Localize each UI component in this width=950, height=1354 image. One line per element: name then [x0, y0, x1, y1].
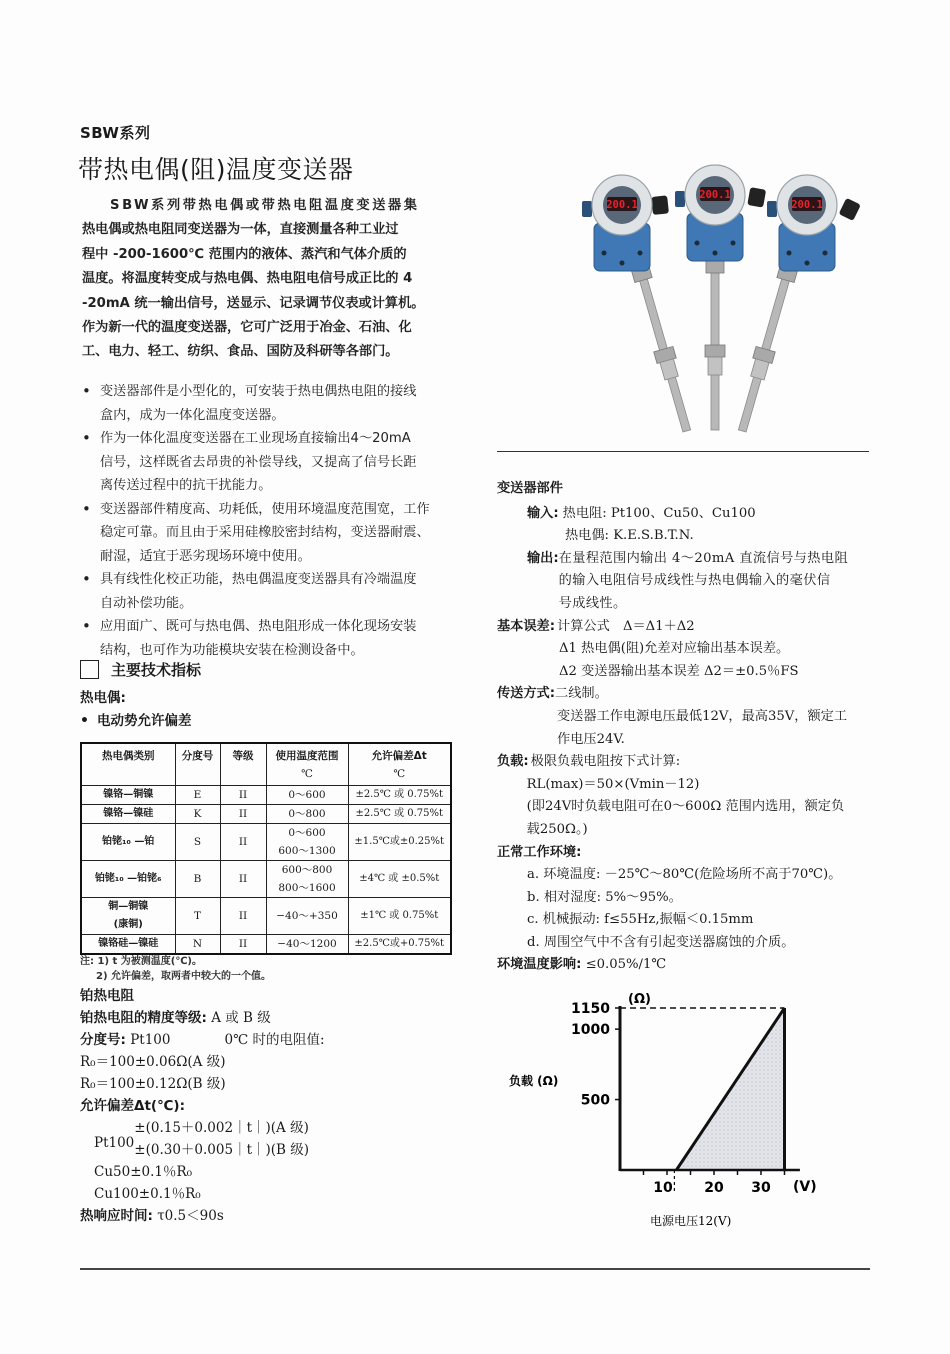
column-header-line: 分度号 [181, 749, 214, 762]
tolerance-label: 允许偏差Δt(℃): [80, 1098, 185, 1114]
text-line: 变送器工作电源电压最低12V，最高35V，额定工 [557, 708, 848, 724]
text-line: 载250Ω。) [526, 821, 588, 837]
x-tick-label: 30 [751, 1180, 771, 1196]
env-label: 正常工作环境: [497, 844, 582, 860]
emf-label-text: 电动势允许偏差 [96, 713, 192, 729]
ambient-label: 环境温度影响: [497, 957, 582, 973]
intro-paragraph [82, 194, 462, 365]
intro-line: 作为新一代的温度变送器，它可广泛用于冶金、石油、化 [82, 320, 412, 336]
column-header [81, 743, 175, 786]
cell-range [266, 861, 348, 898]
load-chart-svg [495, 985, 835, 1235]
cell-tolerance: ±1.5℃或±0.25%t [348, 824, 451, 861]
intro-line: SBW系列带热电偶或带热电阻温度变送器集 [110, 198, 420, 213]
text-line: a. 环境温度: －25℃～80℃(危险场所不高于70℃)。 [527, 867, 842, 883]
feature-item [80, 568, 460, 615]
cell-range-line: 0～800 [288, 808, 326, 820]
cell-tolerance: ±1℃ 或 0.75%t [348, 898, 451, 935]
cell-type [81, 786, 175, 805]
transmitter-heading: 变送器部件 [497, 481, 563, 496]
cell-grade: II [220, 935, 266, 955]
text-line: b. 相对湿度: 5%～95%。 [527, 889, 682, 905]
grade-value: A 或 B 级 [211, 1010, 271, 1026]
r0-b: R₀＝100±0.12Ω(B 级) [80, 1076, 226, 1092]
cell-code: K [175, 805, 220, 824]
feature-item [80, 615, 460, 662]
output-text [559, 548, 848, 616]
table-row [81, 861, 451, 898]
input-label: 输入: [527, 505, 559, 521]
feature-line: 自动补偿功能。 [100, 595, 193, 611]
response-label: 热响应时间: [80, 1208, 153, 1224]
y-tick-label: 1150 [571, 1001, 610, 1017]
feature-list [80, 380, 460, 662]
code-value: Pt100 [130, 1032, 171, 1048]
checkbox-square-icon [80, 660, 99, 679]
x-tick-label: 10 [653, 1180, 673, 1196]
text-line: (即24V时负载电阻可在0～600Ω 范围内选用，额定负 [526, 799, 845, 815]
table-row [81, 898, 451, 935]
code-label: 分度号: [80, 1032, 126, 1048]
cell-range-line: 0～600 [288, 789, 326, 801]
emf-label [80, 709, 191, 729]
display-reading: 200.1 [606, 199, 638, 211]
cell-grade: II [220, 898, 266, 935]
intro-line: 热电偶或热电阻同变送器为一体，直接测量各种工业过 [82, 222, 399, 238]
intro-line: 工、电力、轻工、纺织、食品、国防及科研等各部门。 [82, 344, 399, 360]
cell-code: E [175, 786, 220, 805]
cell-type-line: 镍铬—镍硅 [103, 808, 154, 819]
text-line: 二线制。 [555, 686, 608, 702]
cu50-tolerance: Cu50±0.1％R₀ [94, 1164, 193, 1180]
text-line: 号成线性。 [558, 595, 627, 611]
pt100-label: Pt100 [94, 1135, 135, 1151]
input-rtd: 热电阻: Pt100、Cu50、Cu100 [562, 505, 756, 521]
cell-type-line: 镍铬硅—镍硅 [98, 938, 159, 949]
y-tick-label: 1000 [571, 1022, 610, 1039]
feature-line: • 应用面广、既可与热电偶、热电阻形成一体化现场安装 [100, 619, 417, 634]
specs-heading-text: 主要技术指标 [111, 661, 202, 679]
footer-rule [80, 1268, 870, 1270]
transmission-label: 传送方式: [497, 686, 556, 702]
text-line: 的输入电阻信号成线性与热电偶输入的毫伏信 [558, 573, 831, 589]
cell-type-line: 镍铬—铜镍 [103, 789, 154, 800]
input-tc: 热电偶: K.E.S.B.T.N. [565, 528, 694, 544]
feature-item [80, 427, 460, 498]
intro-line: 程中 -200-1600℃ 范围内的液体、蒸汽和气体介质的 [82, 246, 407, 262]
y-axis-label: 负载 (Ω) [509, 1074, 559, 1088]
column-header-line: 等级 [232, 749, 254, 762]
r0-label: 0℃ 时的电阻值: [224, 1032, 325, 1048]
column-header-line: 使用温度范围 [275, 749, 339, 762]
text-line: 在量程范围内输出 4～20mA 直流信号与热电阻 [558, 550, 849, 566]
output-label: 输出: [527, 550, 559, 566]
x-tick-label: 20 [704, 1180, 724, 1196]
platinum-section [80, 985, 430, 1227]
transmitter-unit [582, 175, 696, 434]
text-line: Δ1 热电偶(阻)允差对应输出基本误差。 [559, 641, 790, 657]
cell-range-line: 600～1300 [278, 845, 336, 857]
platinum-heading: 铂热电阻 [80, 988, 134, 1004]
cell-type-line: 铜—铜镍 [108, 901, 149, 912]
intro-line: -20mA 统一输出信号，送显示、记录调节仪表或计算机。 [82, 295, 425, 311]
series-label: SBW系列 [80, 124, 151, 142]
load-label: 负载: [497, 754, 529, 770]
cell-range-line: −40～1200 [277, 938, 337, 950]
feature-item [80, 498, 460, 569]
probe [705, 255, 725, 430]
cell-type [81, 898, 175, 935]
feature-line: • 作为一体化温度变送器在工业现场直接输出4～20mA [100, 431, 411, 446]
product-photo [570, 150, 860, 440]
feature-line: • 变送器部件精度高、功耗低，使用环境温度范围宽，工作 [100, 501, 430, 517]
cell-range-line: 0～600 [288, 827, 326, 839]
y-axis-unit: (Ω) [628, 992, 651, 1007]
load-chart [495, 985, 835, 1235]
spacer [176, 765, 220, 783]
transmission-text [555, 683, 847, 751]
cell-grade: II [220, 861, 266, 898]
cell-range-line: −40～+350 [276, 910, 338, 922]
text-line: 极限负载电阻按下式计算: [530, 754, 681, 770]
pt100-b: ±(0.30＋0.005｜t｜)(B 级) [134, 1142, 310, 1158]
column-header-line: ℃ [393, 767, 406, 780]
thermocouple-label: 热电偶: [80, 690, 126, 706]
cell-grade: II [220, 824, 266, 861]
cell-range [266, 824, 348, 861]
pt100-a: ±(0.15＋0.002｜t｜)(A 级) [134, 1120, 309, 1136]
cell-type-line: 铂铑₁₀ —铂 [102, 836, 155, 847]
column-header-line: 热电偶类别 [102, 749, 155, 762]
spacer [82, 765, 175, 783]
transmitter-unit [733, 175, 860, 434]
feature-line: 盒内，成为一体化温度变送器。 [100, 407, 285, 423]
load-text [526, 751, 845, 841]
transmitter-specs [497, 478, 877, 977]
feature-item [80, 380, 460, 427]
error-label: 基本误差: [497, 618, 556, 634]
cell-code: T [175, 898, 220, 935]
text-line: c. 机械振动: f≤55Hz,振幅＜0.15mm [527, 912, 754, 928]
cell-tolerance: ±2.5℃ 或 0.75%t [348, 805, 451, 824]
table-row [81, 786, 451, 805]
column-header-line: ℃ [301, 767, 313, 780]
intro-line: 温度。将温度转变成与热电偶、热电阻电信号成正比的 4 [82, 271, 413, 287]
note-1: 注: 1) t 为被测温度(℃)。 [80, 956, 203, 967]
feature-line: 稳定可靠。而且由于采用硅橡胶密封结构，变送器耐震、 [100, 525, 430, 540]
cell-code: B [175, 861, 220, 898]
table-row [81, 805, 451, 824]
cell-range [266, 935, 348, 955]
cell-type [81, 935, 175, 955]
column-header [266, 743, 348, 786]
column-header [348, 743, 451, 786]
cell-type [81, 805, 175, 824]
cell-tolerance: ±2.5℃或+0.75%t [348, 935, 451, 955]
cell-type [81, 824, 175, 861]
cell-range [266, 898, 348, 935]
display-reading: 200.1 [699, 189, 731, 201]
response-value: τ0.5＜90s [157, 1208, 224, 1224]
probe [733, 260, 800, 434]
column-header [175, 743, 220, 786]
column-header-line: 允许偏差Δt [371, 749, 427, 762]
cell-tolerance: ±4℃ 或 ±0.5%t [348, 861, 451, 898]
pt100-tolerance [80, 1117, 430, 1161]
text-line: 计算公式 Δ＝Δ1＋Δ2 [557, 618, 695, 634]
column-header [220, 743, 266, 786]
cell-type-line: (康铜) [113, 919, 143, 930]
grade-label: 铂热电阻的精度等级: [80, 1010, 207, 1026]
feature-line: 离传送过程中的抗干扰能力。 [100, 478, 272, 493]
spacer [221, 765, 266, 783]
text-line: d. 周围空气中不含有引起变送器腐蚀的介质。 [527, 934, 795, 950]
cell-type [81, 861, 175, 898]
cell-range [266, 805, 348, 824]
feature-line: 耐湿，适宜于恶劣现场环境中使用。 [100, 548, 311, 564]
env-text [497, 864, 877, 954]
cell-range-line: 600～800 [281, 864, 333, 876]
feature-line: • 具有线性化校正功能，热电偶温度变送器具有冷端温度 [100, 572, 417, 587]
table-notes [80, 954, 271, 984]
x-axis-unit: (V) [793, 1179, 817, 1195]
table-row [81, 935, 451, 955]
cell-code: S [175, 824, 220, 861]
probe [629, 260, 696, 434]
specs-heading [80, 659, 201, 680]
table-row [81, 824, 451, 861]
cell-code: N [175, 935, 220, 955]
feature-line: 信号，这样既省去昂贵的补偿导线，又提高了信号长距 [100, 454, 417, 470]
thermocouple-table [80, 742, 452, 955]
x-axis-label: 电源电压12(V) [650, 1214, 732, 1228]
ambient-value: ≤0.05%/1℃ [585, 957, 667, 973]
divider [497, 451, 869, 452]
cell-range-line: 800～1600 [278, 882, 336, 894]
page-title: 带热电偶(阻)温度变送器 [78, 155, 354, 184]
cell-grade: II [220, 805, 266, 824]
cell-range [266, 786, 348, 805]
display-reading: 200.1 [791, 199, 823, 211]
cu100-tolerance: Cu100±0.1％R₀ [94, 1186, 201, 1202]
y-tick-label: 500 [580, 1092, 610, 1109]
text-line: 作电压24V. [557, 731, 625, 747]
error-text [555, 616, 798, 684]
transmitters-illustration [570, 150, 860, 440]
text-line: Δ2 变送器输出基本误差 Δ2＝±0.5％FS [559, 663, 799, 679]
cell-tolerance: ±2.5℃ 或 0.75%t [348, 786, 451, 805]
feature-line: • 变送器部件是小型化的，可安装于热电偶热电阻的接线 [100, 384, 417, 399]
cell-type-line: 铂铑₁₀ —铂铑₆ [94, 873, 162, 884]
note-2: 2) 允许偏差，取两者中较大的一个值。 [96, 971, 272, 982]
r0-a: R₀＝100±0.06Ω(A 级) [80, 1054, 226, 1070]
feature-line: 结构，也可作为功能模块安装在检测设备中。 [100, 642, 364, 658]
text-line: RL(max)＝50×(Vmin－12) [526, 776, 700, 792]
cell-grade: II [220, 786, 266, 805]
